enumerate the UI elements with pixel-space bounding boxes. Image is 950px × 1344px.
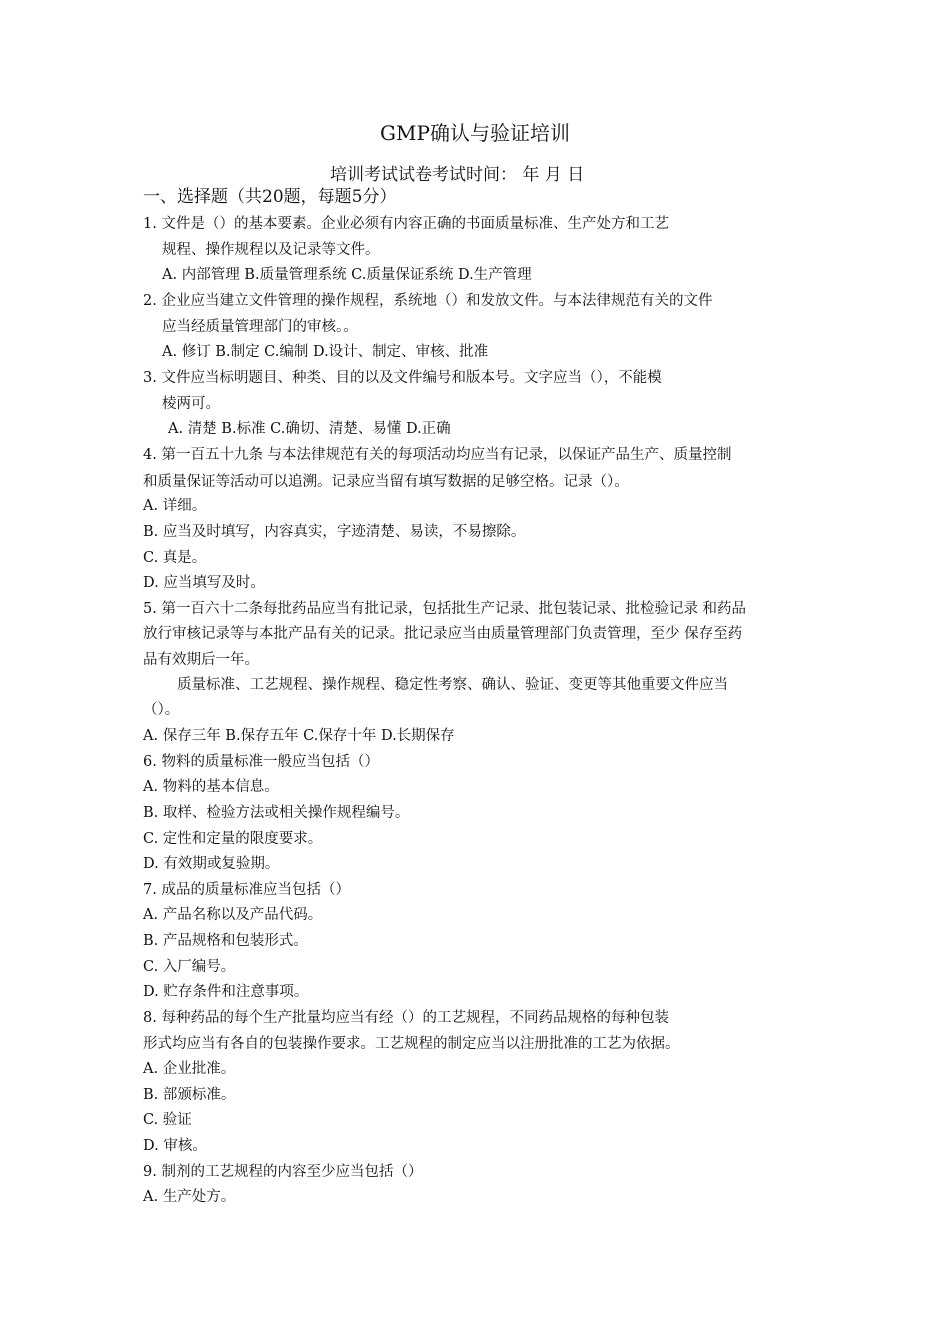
q2-options: A. 修订 B.制定 C.编制 D.设计、制定、审核、批准	[162, 344, 489, 360]
q1-options: A. 内部管理 B.质量管理系统 C.质量保证系统 D.生产管理	[162, 267, 532, 283]
q5-line-2: 放行审核记录等与本批产品有关的记录。批记录应当由质量管理部门负责管理，至少 保存至药	[143, 626, 743, 642]
q6-option-a: A. 物料的基本信息。	[143, 779, 279, 795]
q4-line-1: 4. 第一百五十九条 与本法律规范有关的每项活动均应当有记录，以保证产品生产、质量控制	[143, 447, 732, 463]
q6-option-b: B. 取样、检验方法或相关操作规程编号。	[143, 805, 410, 821]
exam-subtitle: 培训考试试卷考试时间： 年 月 日	[330, 165, 585, 185]
q9-option-a: A. 生产处方。	[143, 1189, 236, 1205]
q7-option-a: A. 产品名称以及产品代码。	[143, 907, 323, 923]
section-heading: 一、选择题（共20题，每题5分）	[143, 187, 397, 207]
q4-option-a: A. 详细。	[143, 498, 207, 514]
q8-line-2: 形式均应当有各自的包装操作要求。工艺规程的制定应当以注册批准的工艺为依据。	[143, 1036, 680, 1052]
q5-options: A. 保存三年 B.保存五年 C.保存十年 D.长期保存	[143, 728, 455, 744]
q8-line-1: 8. 每种药品的每个生产批量均应当有经（）的工艺规程，不同药品规格的每种包装	[143, 1010, 669, 1026]
q2-line-2: 应当经质量管理部门的审核。。	[162, 319, 358, 335]
q8-option-b: B. 部颁标准。	[143, 1087, 236, 1103]
q7-option-b: B. 产品规格和包装形式。	[143, 933, 308, 949]
q4-line-2: 和质量保证等活动可以追溯。记录应当留有填写数据的足够空格。记录（）。	[143, 474, 629, 490]
q4-option-b: B. 应当及时填写，内容真实，字迹清楚、易读，不易擦除。	[143, 524, 526, 540]
q8-option-c: C. 验证	[143, 1112, 192, 1128]
q6-line-1: 6. 物料的质量标准一般应当包括（）	[143, 754, 379, 770]
q9-line-1: 9. 制剂的工艺规程的内容至少应当包括（）	[143, 1164, 423, 1180]
q6-option-d: D. 有效期或复验期。	[143, 856, 280, 872]
q3-options: A. 清楚 B.标准 C.确切、清楚、易懂 D.正确	[168, 421, 451, 437]
q3-line-1: 3. 文件应当标明题目、种类、目的以及文件编号和版本号。文字应当（），不能模	[143, 370, 662, 386]
document-title: GMP确认与验证培训	[380, 121, 570, 145]
q7-option-c: C. 入厂编号。	[143, 959, 236, 975]
q5-line-3: 品有效期后一年。	[143, 652, 259, 668]
q8-option-d: D. 审核。	[143, 1138, 207, 1154]
q8-option-a: A. 企业批准。	[143, 1061, 236, 1077]
q1-line-2: 规程、操作规程以及记录等文件。	[162, 242, 380, 258]
q5-line-4: 质量标准、工艺规程、操作规程、稳定性考察、确认、验证、变更等其他重要文件应当	[177, 677, 728, 693]
q2-line-1: 2. 企业应当建立文件管理的操作规程，系统地（）和发放文件。与本法律规范有关的文件	[143, 293, 713, 309]
q1-line-1: 1. 文件是（）的基本要素。企业必须有内容正确的书面质量标准、生产处方和工艺	[143, 216, 669, 232]
q3-line-2: 棱两可。	[162, 396, 220, 412]
q5-line-5: （）。	[143, 702, 180, 718]
q7-option-d: D. 贮存条件和注意事项。	[143, 984, 309, 1000]
q5-line-1: 5. 第一百六十二条每批药品应当有批记录，包括批生产记录、批包装记录、批检验记录 和药品	[143, 601, 747, 617]
q4-option-d: D. 应当填写及时。	[143, 575, 265, 591]
q6-option-c: C. 定性和定量的限度要求。	[143, 831, 323, 847]
q7-line-1: 7. 成品的质量标准应当包括（）	[143, 882, 350, 898]
q4-option-c: C. 真是。	[143, 550, 207, 566]
